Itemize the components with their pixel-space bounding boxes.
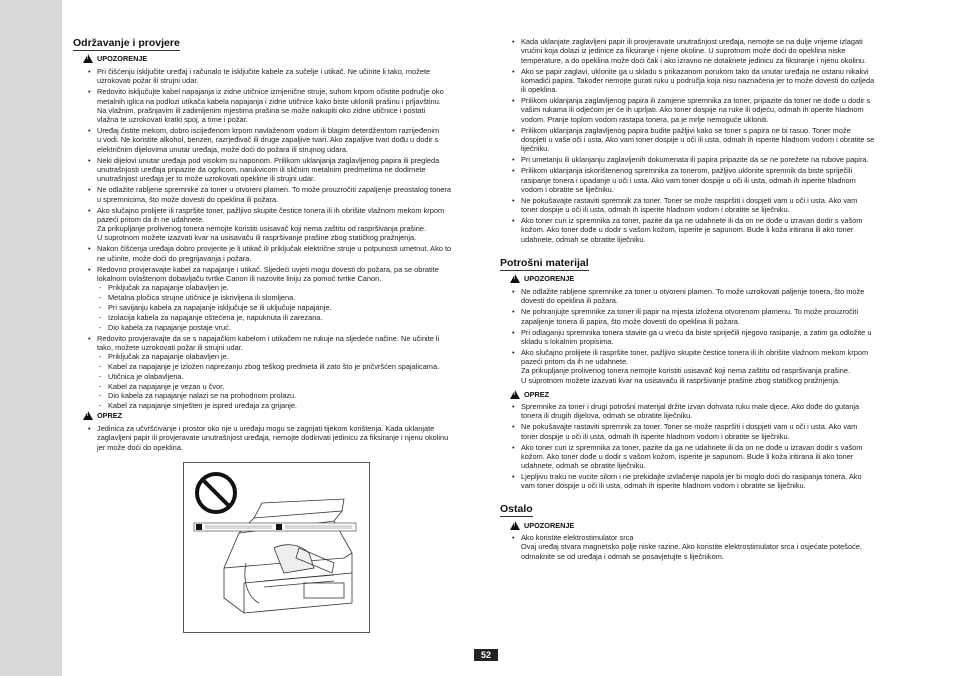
text-line: vodom i obratite se liječniku. bbox=[521, 184, 614, 194]
list-item bbox=[510, 422, 902, 441]
list-item bbox=[510, 533, 902, 561]
list-item bbox=[86, 206, 481, 243]
text-line: toner dospije u oči ili usta, odmah ih isperite hladnom vodom i obratite se liječniku. bbox=[521, 205, 790, 215]
text-line: • Redovno provjeravajte kabel za napajanje i utikač. Sljedeći uvjeti mogu dovesti do požara, pa se obratite bbox=[97, 264, 439, 274]
warning-text: UPOZORENJE bbox=[97, 54, 148, 63]
text-line: ne učinite, može doći do pregrijavanja i požara. bbox=[97, 253, 252, 263]
text-line: metalnih iglica na podlozi utikača kabela napajanja i zidne utičnice kako biste uklonili prašinu i prljavštinu. bbox=[97, 96, 441, 106]
text-line: • Prilikom uklanjanja iskorištenenog spremnika za tonerom, pažljivo uklonite spremnik da biste spriječili bbox=[521, 166, 853, 176]
list-item bbox=[86, 265, 481, 332]
list-item bbox=[86, 87, 481, 124]
list-item bbox=[510, 328, 902, 347]
text-line: • Ako slučajno prolijete ili raspršite toner, pažljivo skupite čestice tonera ili ih obrišite vlažnom mekom krpom bbox=[521, 347, 869, 357]
text-line: • Ne pokušavajte rastaviti spremnik za toner. Toner se može raspršiti i dospjeti vam u oči i usta. Ako vam bbox=[521, 422, 858, 432]
text-line: Na vlažnim, prašnjavim ili zadimljenim mjestima prašina se može nakupiti oko zidne utičnice i postati bbox=[97, 105, 426, 115]
text-line: • Ne pokušavajte rastaviti spremnik za toner. Toner se može raspršiti i dospjeti vam u oči i usta. Ako vam bbox=[521, 195, 858, 205]
text-line: • Ljepljivu traku ne vucite silom i ne prekidajte izvlačenje napola jer bi moglo doći do rasipanja tonera. Ako bbox=[521, 472, 862, 482]
list-item bbox=[510, 402, 902, 421]
sub-list-item: - Pri savijanju kabela za napajanje isključuje se ili uključuje napajanje. bbox=[97, 303, 481, 312]
caution-list bbox=[86, 424, 481, 454]
sub-list-item: - Kabel za napajanje je vezan u čvor. bbox=[97, 382, 481, 391]
warning-label-consumables bbox=[510, 274, 574, 283]
text-line: skladu s lokalnim propisima. bbox=[521, 336, 614, 346]
text-line: • Prilikom uklanjanja zaglavljenog papira ili zamjene spremnika za toner, pripazite da toner ne dođe u dodir s bbox=[521, 96, 871, 106]
warning-text: UPOZORENJE bbox=[524, 521, 575, 530]
text-line: • Spremnike za toner i drugi potrošni materijal držite izvan dohvata ruku male djece. Ako dođe do gutanja bbox=[521, 402, 860, 411]
list-item bbox=[86, 185, 481, 204]
text-line: • Prilikom uklanjanja zaglavljenog papira budite pažljivi kako se toner s papira ne bi rasuo. Toner može bbox=[521, 125, 851, 135]
text-line: • Ne odlažite rabljene spremnike za toner u otvoreni plamen. To može prouzročiti zapaljenje preostalog tonera bbox=[97, 185, 451, 195]
sub-list-item: - Utičnica je olabavljena. bbox=[97, 372, 481, 381]
text-line: unutrašnjosti uređaja pripazite da ogrlicom, narukvicom ili sličnim metalnim predmetima ne dodirnete bbox=[97, 165, 426, 175]
text-line: udahnete, odmah se obratite liječniku. bbox=[521, 461, 646, 471]
text-line: tako, možete uzrokovati požar ili strujni udar. bbox=[97, 342, 243, 352]
text-line: zapaljenje tonera ili papira, što može dovesti do opeklina ili požara. bbox=[521, 316, 740, 326]
consumables-caution-list bbox=[510, 402, 902, 492]
sub-list-item: - Metalna pločica strujne utičnice je iskrivljena ili slomljena. bbox=[97, 293, 481, 302]
list-item bbox=[510, 37, 902, 65]
text-line: električnim dijelovima unutar uređaja, može doći do požara ili strujnog udara. bbox=[97, 144, 349, 154]
warning-label bbox=[83, 54, 147, 63]
list-item bbox=[86, 244, 481, 263]
text-line: lokalnom ovlaštenom dobavljaču tvrtke Canon ili nazovite liniju za pomoć tvrtke Canon. bbox=[97, 274, 382, 284]
list-item bbox=[86, 424, 481, 452]
text-line: dospjeti u vaše oči i usta. Ako vam toner dospije u oči ili usta, odmah ih isperite hladnom vodom i obratite se bbox=[521, 135, 875, 145]
list-item bbox=[86, 67, 481, 86]
warning-label-other bbox=[510, 521, 574, 530]
text-line: • Ne odlažite rabljene spremnike za toner u otvoreni plamen. To može uzrokovati paljenje tonera, što može bbox=[521, 287, 865, 296]
sub-list-item: - Priključak za napajanje olabavljen je. bbox=[97, 283, 481, 292]
sub-list bbox=[97, 283, 481, 331]
text-line: vašim rukama ili odjećom jer će ih uprljati. Ako toner dospije na ruke ili odjeću, odmah ih operite hladnom bbox=[521, 105, 864, 115]
text-line: • Ako koristite elektrostimulator srca bbox=[521, 533, 634, 542]
caution-label-consumables bbox=[510, 390, 549, 399]
list-item bbox=[510, 67, 902, 95]
text-line: unutrašnjost uređaja jer to može uzrokovati opekline ili strujni udar. bbox=[97, 174, 316, 184]
text-line: • Neki dijelovi unutar uređaja pod visokim su naponom. Prilikom uklanjanja zaglavljenog papira ili pregleda bbox=[97, 155, 440, 165]
text-line: toner dospije u oči ili usta, odmah ih isperite hladnom vodom i obratite se liječniku. bbox=[521, 431, 790, 441]
caution-icon bbox=[83, 411, 93, 420]
text-line: uzrokovati požar ili strujni udar. bbox=[97, 76, 199, 86]
text-line: u spremnicima, što može dovesti do opeklina ili požara. bbox=[97, 194, 279, 204]
text-line: • Nakon čišćenja uređaja dobro provjerite je li utikač ili priključak električne struje u potpunosti umetnut. Ako to bbox=[97, 244, 452, 254]
sub-list-item: - Priključak za napajanje olabavljen je. bbox=[97, 352, 481, 361]
list-item bbox=[510, 155, 902, 164]
text-line: vodom. Pranje toplom vodom rastapa tonera, pa je mrlje nemoguće ukloniti. bbox=[521, 114, 769, 124]
warning-icon bbox=[510, 274, 520, 283]
page-number: 52 bbox=[474, 649, 498, 661]
list-item bbox=[86, 126, 481, 154]
list-item bbox=[510, 166, 902, 194]
text-line: pazeći pritom da ih ne udahnete. bbox=[521, 357, 629, 367]
warning-icon bbox=[83, 54, 93, 63]
list-item bbox=[510, 126, 902, 154]
text-line: odmaknite se od uređaja i odmah se posavjetujte s liječnikom. bbox=[521, 551, 724, 561]
sub-list-item: - Kabel za napajanje smješten je ispred uređaja za grijanje. bbox=[97, 401, 481, 410]
section-heading-other: Ostalo bbox=[500, 503, 533, 515]
text-line: • Pri čišćenju isključite uređaj i računalo te isključite kabele za sučelje i utikač. Ne učinite li tako, možete bbox=[97, 67, 431, 76]
warning-text: UPOZORENJE bbox=[524, 274, 575, 283]
sub-list-item: - Dio kabela za napajanje postaje vruć. bbox=[97, 323, 481, 332]
warning-icon bbox=[510, 521, 520, 530]
list-item bbox=[510, 196, 902, 215]
section-heading-consumables: Potrošni materijal bbox=[500, 257, 589, 269]
text-line: • Redovito provjeravajte da se s napajačkim kabelom i utikačem ne rukuje na sljedeće načine. Ne učinite li bbox=[97, 333, 440, 343]
text-line: komadići papira. Također nemojte gurati ruku u područja koja nisu naznačena jer to može dovesti do ozljeda bbox=[521, 75, 875, 85]
text-line: kožom. Ako toner dođe u dodir s vašom kožom, isperite je sapunom. Bude li koža iritirana ili ako toner bbox=[521, 451, 854, 461]
page-margin-bar bbox=[0, 0, 62, 676]
text-line: udahnete, odmah se obratite liječniku. bbox=[521, 234, 646, 244]
sub-list-item: - Kabel za napajanje je izložen naprezanju zbog teškog predmeta ili zato što je pričvršćen spajalicama. bbox=[97, 362, 481, 371]
text-line: vam toner dospije u oči ili usta, odmah ih isperite hladnom vodom i obratite se liječniku. bbox=[521, 481, 806, 491]
text-line: • Ako se papir zaglavi, uklonite ga u skladu s prikazanom porukom tako da unutar uređaja ne ostanu nikakvi bbox=[521, 66, 869, 76]
caution-text: OPREZ bbox=[524, 390, 550, 399]
text-line: • Pri umetanju ili uklanjanju zaglavljenih dokumenata ili papira pripazite da se ne porežete na rubove papira. bbox=[521, 155, 869, 165]
text-line: Za prikupljanje prolivenog tonera nemojte koristiti usisavač koji nema zaštitu od raspršivanja prašine. bbox=[97, 224, 427, 234]
text-line: Za prikupljanje prolivenog tonera nemojte koristiti usisavač koji nema zaštitu od raspršivanja prašine. bbox=[521, 366, 851, 376]
text-line: • Pri odlaganju spremnika tonera stavite ga u vreću da biste spriječili njegovo rasipanje, a zatim ga odložite u bbox=[521, 327, 872, 337]
text-line: • Ako toner curi iz spremnika za toner, pazite da ga ne udahnete ili da on ne dođe u izravan dodir s vašom bbox=[521, 442, 863, 452]
text-line: kožom. Ako toner dođe u dodir s vašom kožom, isperite je sapunom. Bude li koža iritirana ili ako toner bbox=[521, 225, 854, 235]
list-item bbox=[510, 96, 902, 124]
text-line: dovesti do opeklina ili požara. bbox=[521, 296, 618, 306]
fixing-unit-list bbox=[510, 37, 902, 246]
list-item bbox=[510, 472, 902, 491]
printer-illustration bbox=[183, 462, 370, 633]
list-item bbox=[510, 443, 902, 471]
text-line: • Jedinica za učvršćivanje i prostor oko nje u uređaju mogu se zagrijati tijekom korištenja. Kada uklanjate bbox=[97, 424, 435, 433]
text-line: • Kada uklanjate zaglavljeni papir ili provjeravate unutrašnjost uređaja, nemojte se na dulje vrijeme izlagati bbox=[521, 37, 863, 46]
sub-list bbox=[97, 352, 481, 410]
caution-text: OPREZ bbox=[97, 411, 123, 420]
text-line: vrućini koja dolazi iz jedinice za fiksiranje i njene okoline. U suprotnom može doći do opeklina niske bbox=[521, 46, 846, 56]
text-line: u vodi. Ne koristite alkohol, benzen, razrjeđivač ili druge zapaljive tvari. Ako zapaljive tvari dođu u dodir s bbox=[97, 135, 439, 145]
text-line: jer može doći do opeklina. bbox=[97, 442, 183, 452]
list-item bbox=[510, 287, 902, 306]
text-line: • Uređaj čistite mekom, dobro iscijeđenom krpom navlaženom vodom ili blagim deterdžentom razrijeđenim bbox=[97, 126, 440, 136]
sub-list-item: - Dio kabela za napajanje nalazi se na prohodnom prolazu. bbox=[97, 391, 481, 400]
prohibition-icon bbox=[197, 474, 235, 512]
text-line: ili opeklina. bbox=[521, 85, 558, 95]
text-line: U suprotnom možete izazvati kvar na usisavaču ili raspršivanje prašine zbog statičkog pražnjenja. bbox=[97, 233, 417, 243]
section-heading-maintenance: Održavanje i provjere bbox=[73, 37, 180, 49]
text-line: tonera ili drugih dijelova, odmah se obratite liječniku. bbox=[521, 411, 693, 421]
list-item bbox=[86, 156, 481, 184]
list-item bbox=[510, 348, 902, 385]
text-line: pazeći pritom da ih ne udahnete. bbox=[97, 214, 205, 224]
text-line: • Ako toner curi iz spremnika za toner, pazite da ga ne udahnete ili da on ne dođe u izravan dodir s vašom bbox=[521, 216, 863, 226]
list-item bbox=[510, 307, 902, 326]
text-line: vlažna te uzrokovati kratki spoj, a time i požar. bbox=[97, 115, 248, 125]
text-line: zaglavljeni papir ili provjeravate unutrašnjost uređaja, nemojte dodirivati jedinicu za fiksiranje i njenu okolinu bbox=[97, 433, 449, 443]
sub-list-item: - Izolacija kabela za napajanje oštećena je, napuknuta ili zarezana. bbox=[97, 313, 481, 322]
other-warning-list bbox=[510, 533, 902, 563]
list-item bbox=[510, 216, 902, 244]
text-line: liječniku. bbox=[521, 144, 550, 154]
text-line: • Redovito isključujte kabel napajanja iz zidne utičnice izmjenične struje, suhom krpom očistite područje oko bbox=[97, 87, 444, 97]
text-line: temperature, a do opeklina može doći čak i ako izravno ne dotaknete jedinicu za fiksiranje i njenu okolinu. bbox=[521, 55, 867, 65]
caution-label bbox=[83, 411, 122, 420]
text-line: • Ako slučajno prolijete ili raspršite toner, pažljivo skupite čestice tonera ili ih obrišite vlažnom mekom krpom bbox=[97, 205, 445, 215]
text-line: U suprotnom možete izazvati kvar na usisavaču ili raspršivanje prašine zbog statičkog pražnjenja. bbox=[521, 375, 841, 385]
warning-list bbox=[86, 67, 481, 412]
list-item bbox=[86, 334, 481, 411]
caution-icon bbox=[510, 390, 520, 399]
text-line: • Ne pohranjujte spremnike za toner ili papir na mjesta izložena otvorenom plamenu. To može prouzročiti bbox=[521, 307, 859, 317]
consumables-warning-list bbox=[510, 287, 902, 387]
text-line: Ovaj uređaj stvara magnetsko polje niske razine. Ako koristite elektrostimulator srca i osjećate potešoće, bbox=[521, 542, 862, 552]
text-line: rasipanje tonera i upadanje u oči i usta. Ako vam toner dospije u oči ili usta, odmah ih isperite hladnom bbox=[521, 175, 856, 185]
